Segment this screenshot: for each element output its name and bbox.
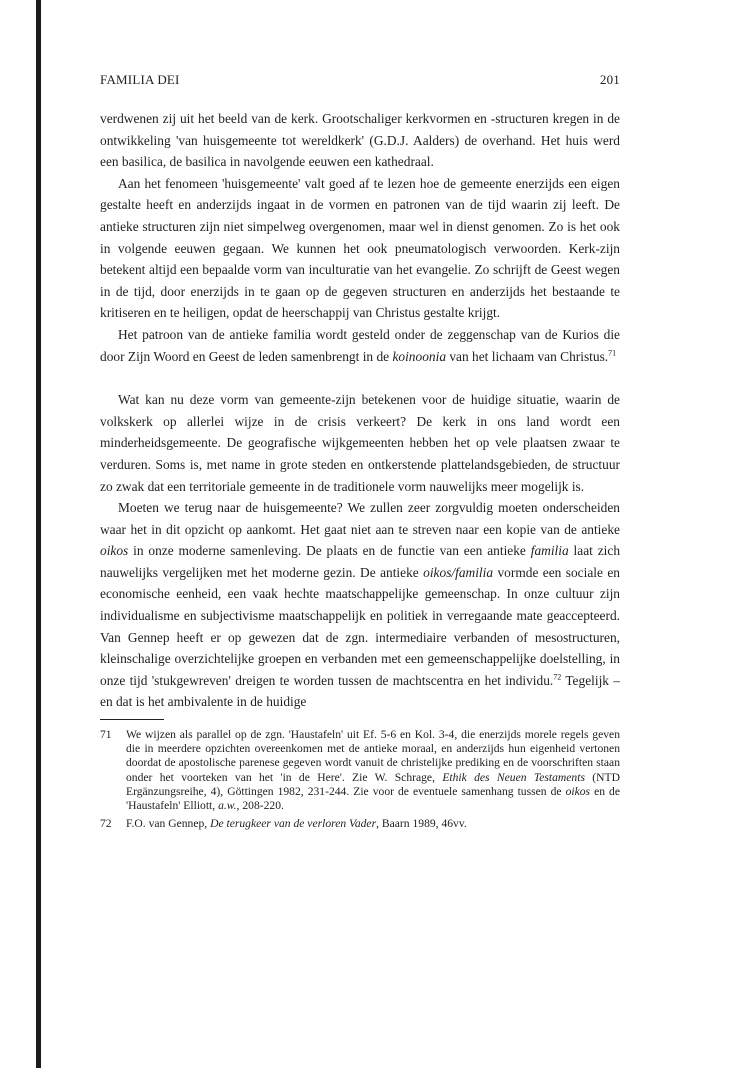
paragraph-1: verdwenen zij uit het beeld van de kerk. Grootschaliger kerkvormen en -structuren kregen in de ontwikkeling 'van huisgemeente tot wereldkerk' (G.D.J. Aalders) de overhand. Het huis werd een basilica, de basilica in navolgende eeuwen een kathedraal. bbox=[100, 111, 620, 170]
footnote-71-italic-oikos: oikos bbox=[565, 784, 591, 798]
paragraph-5 bbox=[100, 497, 620, 713]
footnote-71-part-c: en de 'Haustafeln' Elliott, bbox=[126, 784, 620, 813]
footnote-71-part-b: (NTD Ergänzungsreihe, 4), Göttingen 1982, 231-244. Zie voor de eventuele samenhang tussen de bbox=[126, 770, 620, 798]
paragraph-5-text-c: laat zich nauwelijks vergelijken met het moderne gezin. De antieke bbox=[100, 543, 621, 580]
footnote-72-italic-title: De terugkeer van de verloren Vader bbox=[210, 817, 377, 831]
body-text bbox=[100, 108, 620, 713]
paragraph-3-text: Het patroon van de antieke familia wordt gesteld onder de zeggenschap van de Kurios die door Zijn Woord en Geest de leden samenbrengt in de bbox=[100, 326, 620, 364]
paragraph-5-text-b: in onze moderne samenleving. De plaats en de functie van een antieke bbox=[128, 543, 531, 559]
book-page bbox=[100, 72, 620, 835]
footnote-72-part-b: , Baarn 1989, 46vv. bbox=[376, 817, 467, 831]
paragraph-5-italic-oikos: oikos bbox=[100, 543, 129, 559]
footnote-rule bbox=[100, 719, 164, 720]
paragraph-5-text-a: Moeten we terug naar de huisgemeente? We zullen zeer zorgvuldig moeten onderscheiden waar het in dit opzicht op aankomt. Het gaat niet aan te streven naar een kopie van de antieke bbox=[100, 500, 620, 537]
footnote-71-text bbox=[126, 728, 620, 813]
page-number: 201 bbox=[599, 72, 620, 87]
footnote-ref-72[interactable]: 72 bbox=[553, 672, 562, 682]
paragraph-5-italic-familia: familia bbox=[530, 543, 569, 559]
footnote-71-part-d: , 208-220. bbox=[236, 799, 284, 813]
paragraph-5-text-e: Tegelijk – en dat is het ambivalente in de huidige bbox=[100, 672, 620, 710]
footnote-ref-71[interactable]: 71 bbox=[608, 348, 617, 358]
paragraph-3-text-end: van het lichaam van Christus. bbox=[446, 348, 609, 364]
footnote-71-italic-title: Ethik des Neuen Testaments bbox=[442, 770, 585, 784]
footnote-71 bbox=[100, 728, 620, 813]
running-title: FAMILIA DEI bbox=[100, 72, 180, 87]
footnote-72-text bbox=[126, 817, 620, 831]
footnote-72-part-a: F.O. van Gennep, bbox=[126, 817, 211, 831]
running-head bbox=[100, 72, 620, 88]
paragraph-3-italic: koinoonia bbox=[392, 348, 447, 364]
footnote-71-number: 71 bbox=[100, 728, 112, 742]
paragraph-5-italic-oikos-familia: oikos/familia bbox=[423, 564, 494, 580]
paragraph-5-text-d: vormde een sociale en economische eenheid, een vaak hechte maatschappelijke gemeenschap. In onze cultuur zijn individualisme en subjectivisme maatschappelijk en politiek in verregaande mate geaccepteerd. Van Gennep heeft er op gewezen dat de zgn. intermediaire verbanden of mesostructuren, kleinschalige overzichtelijke groepen en verbanden met een gemeenschappelijke doelstelling, in onze tijd 'stukgewreven' dreigen te worden tussen de machtscentra en het individu. bbox=[100, 564, 620, 688]
paragraph-4: Wat kan nu deze vorm van gemeente-zijn betekenen voor de huidige situatie, waarin de volkskerk op allerlei wijze in de crisis verkeert? De kerk in ons land wordt een minderheidsgemeente. De geografische wijkgemeenten hebben het op vele plaatsen zwaar te verduren. Soms is, met name in grote steden en ontkerstende plattelandsgebieden, de structuur zo zwak dat een territoriale gemeente in de traditionele vorm nauwelijks meer mogelijk is. bbox=[100, 392, 620, 494]
paragraph-3 bbox=[100, 324, 620, 367]
footnote-72 bbox=[100, 817, 620, 831]
footnote-72-number: 72 bbox=[100, 817, 112, 831]
footnote-71-part-a: We wijzen als parallel op de zgn. 'Haustafeln' uit Ef. 5-6 en Kol. 3-4, die enerzijds morele regels geven die in meerdere opzichten overeenkomen met de antieke moraal, en anderzijds hun eigenheid vertonen doordat de apostolische parenese gegeven wordt vanuit de christelijke prediking en de voorschriften staan onder het voorteken van het 'in de Here'. Zie W. Schrage, bbox=[126, 728, 620, 784]
footnote-71-italic-aw: a.w. bbox=[218, 799, 237, 813]
paragraph-2: Aan het fenomeen 'huisgemeente' valt goed af te lezen hoe de gemeente enerzijds een eigen gestalte heeft en anderzijds ingaat in de vormen en patronen van de tijd waarin zij leeft. De antieke structuren zijn niet simpelweg overgenomen, maar wel in dienst genomen. Zo is het ook in volgende eeuwen gegaan. We kunnen het ook pneumatologisch verwoorden. Kerk-zijn betekent altijd een bepaalde vorm van inculturatie van het evangelie. Zo schrijft de Geest wegen in de tijd, door enerzijds in te gaan op de gegeven structuren en anderzijds het bestaande te kritiseren en te heiligen, opdat de heerschappij van Christus gestalte krijgt. bbox=[100, 175, 620, 321]
page-gutter bbox=[0, 0, 41, 1068]
